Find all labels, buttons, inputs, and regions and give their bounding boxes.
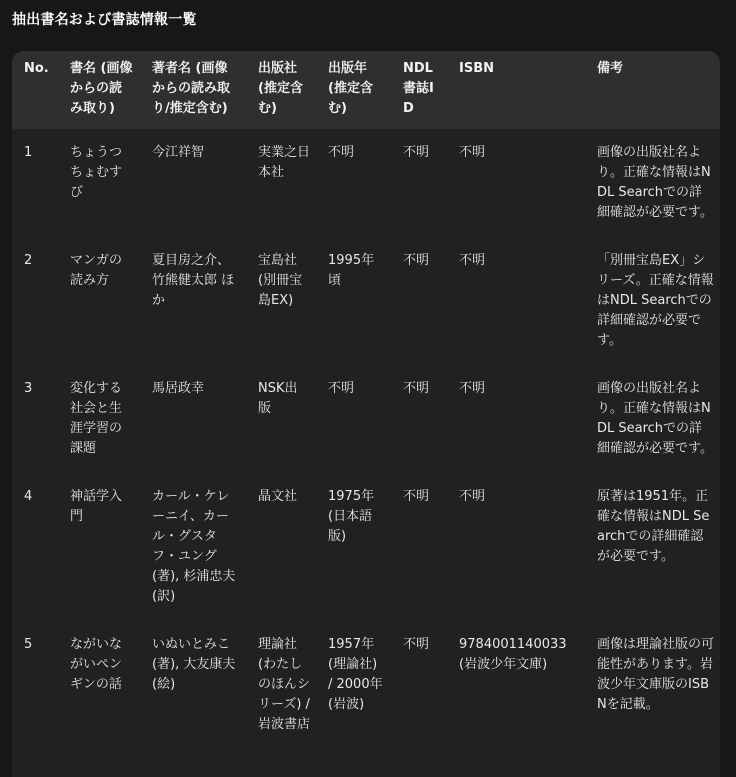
table-row [12,237,720,365]
cell-publisher: 理論社 (わたしのほんシリーズ) / 岩波書店 [258,637,311,732]
cell-title: 変化する社会と生涯学習の課題 [70,381,123,456]
cell-publisher: 晶文社 [258,489,298,504]
cell-title: 神話学入門 [70,489,123,524]
cell-no: 5 [24,637,33,652]
column-header-ndl-id: NDL書誌ID [403,61,434,116]
cell-ndl-id: 不明 [403,381,430,396]
cell-publisher: 実業之日本社 [258,145,311,180]
cell-ndl-id: 不明 [403,489,430,504]
column-header-isbn: ISBN [459,61,494,76]
cell-isbn: 9784001140033 (岩波少年文庫) [459,637,567,672]
column-header-note: 備考 [597,61,624,76]
cell-year: 不明 [328,381,355,396]
cell-author: 今江祥智 [152,145,205,160]
cell-ndl-id: 不明 [403,145,430,160]
cell-note: 「別冊宝島EX」シリーズ。正確な情報はNDL Searchでの詳細確認が必要です。 [597,253,714,348]
table-row [12,365,720,473]
table-row [12,129,720,237]
cell-ndl-id: 不明 [403,637,430,652]
cell-year: 1957年 (理論社) / 2000年 (岩波) [328,637,383,712]
cell-publisher: NSK出版 [258,381,298,416]
cell-isbn: 不明 [459,381,486,396]
cell-note: 画像は理論社版の可能性があります。岩波少年文庫版のISBNを記載。 [597,637,715,712]
table-row [12,473,720,621]
bibliography-table [12,51,720,749]
cell-title: ながいながいペンギンの話 [70,637,123,692]
cell-publisher: 宝島社 (別冊宝島EX) [258,253,303,308]
cell-ndl-id: 不明 [403,253,430,268]
cell-no: 1 [24,145,33,160]
table-header-row [12,51,720,129]
cell-note: 原著は1951年。正確な情報はNDL Searchでの詳細確認が必要です。 [597,489,710,564]
cell-year: 1975年 (日本語版) [328,489,375,544]
cell-title: ちょうつちょむすび [70,145,123,200]
cell-author: 馬居政幸 [152,381,205,396]
column-header-author: 著者名 (画像からの読み取り/推定含む) [152,61,231,116]
cell-author: カール・ケレーニイ、カール・グスタフ・ユング (著), 杉浦忠夫 (訳) [152,489,236,604]
column-header-year: 出版年 (推定含む) [328,61,373,116]
cell-no: 2 [24,253,33,268]
cell-isbn: 不明 [459,145,486,160]
cell-author: いぬいとみこ (著), 大友康夫 (絵) [152,637,236,692]
column-header-publisher: 出版社 (推定含む) [258,61,303,116]
cell-isbn: 不明 [459,489,486,504]
cell-no: 3 [24,381,33,396]
column-header-title: 書名 (画像からの読み取り) [70,61,133,116]
cell-no: 4 [24,489,33,504]
cell-year: 1995年頃 [328,253,375,288]
cell-note: 画像の出版社名より。正確な情報はNDL Searchでの詳細確認が必要です。 [597,145,713,220]
cell-isbn: 不明 [459,253,486,268]
cell-author: 夏目房之介、竹熊健太郎 ほか [152,253,235,308]
cell-note: 画像の出版社名より。正確な情報はNDL Searchでの詳細確認が必要です。 [597,381,713,456]
cell-year: 不明 [328,145,355,160]
table-heading: 抽出書名および書誌情報一覧 [12,12,197,28]
column-header-no: No. [24,61,49,76]
cell-title: マンガの読み方 [70,253,123,288]
table-row [12,621,720,749]
bibliography-table-container [12,51,720,777]
